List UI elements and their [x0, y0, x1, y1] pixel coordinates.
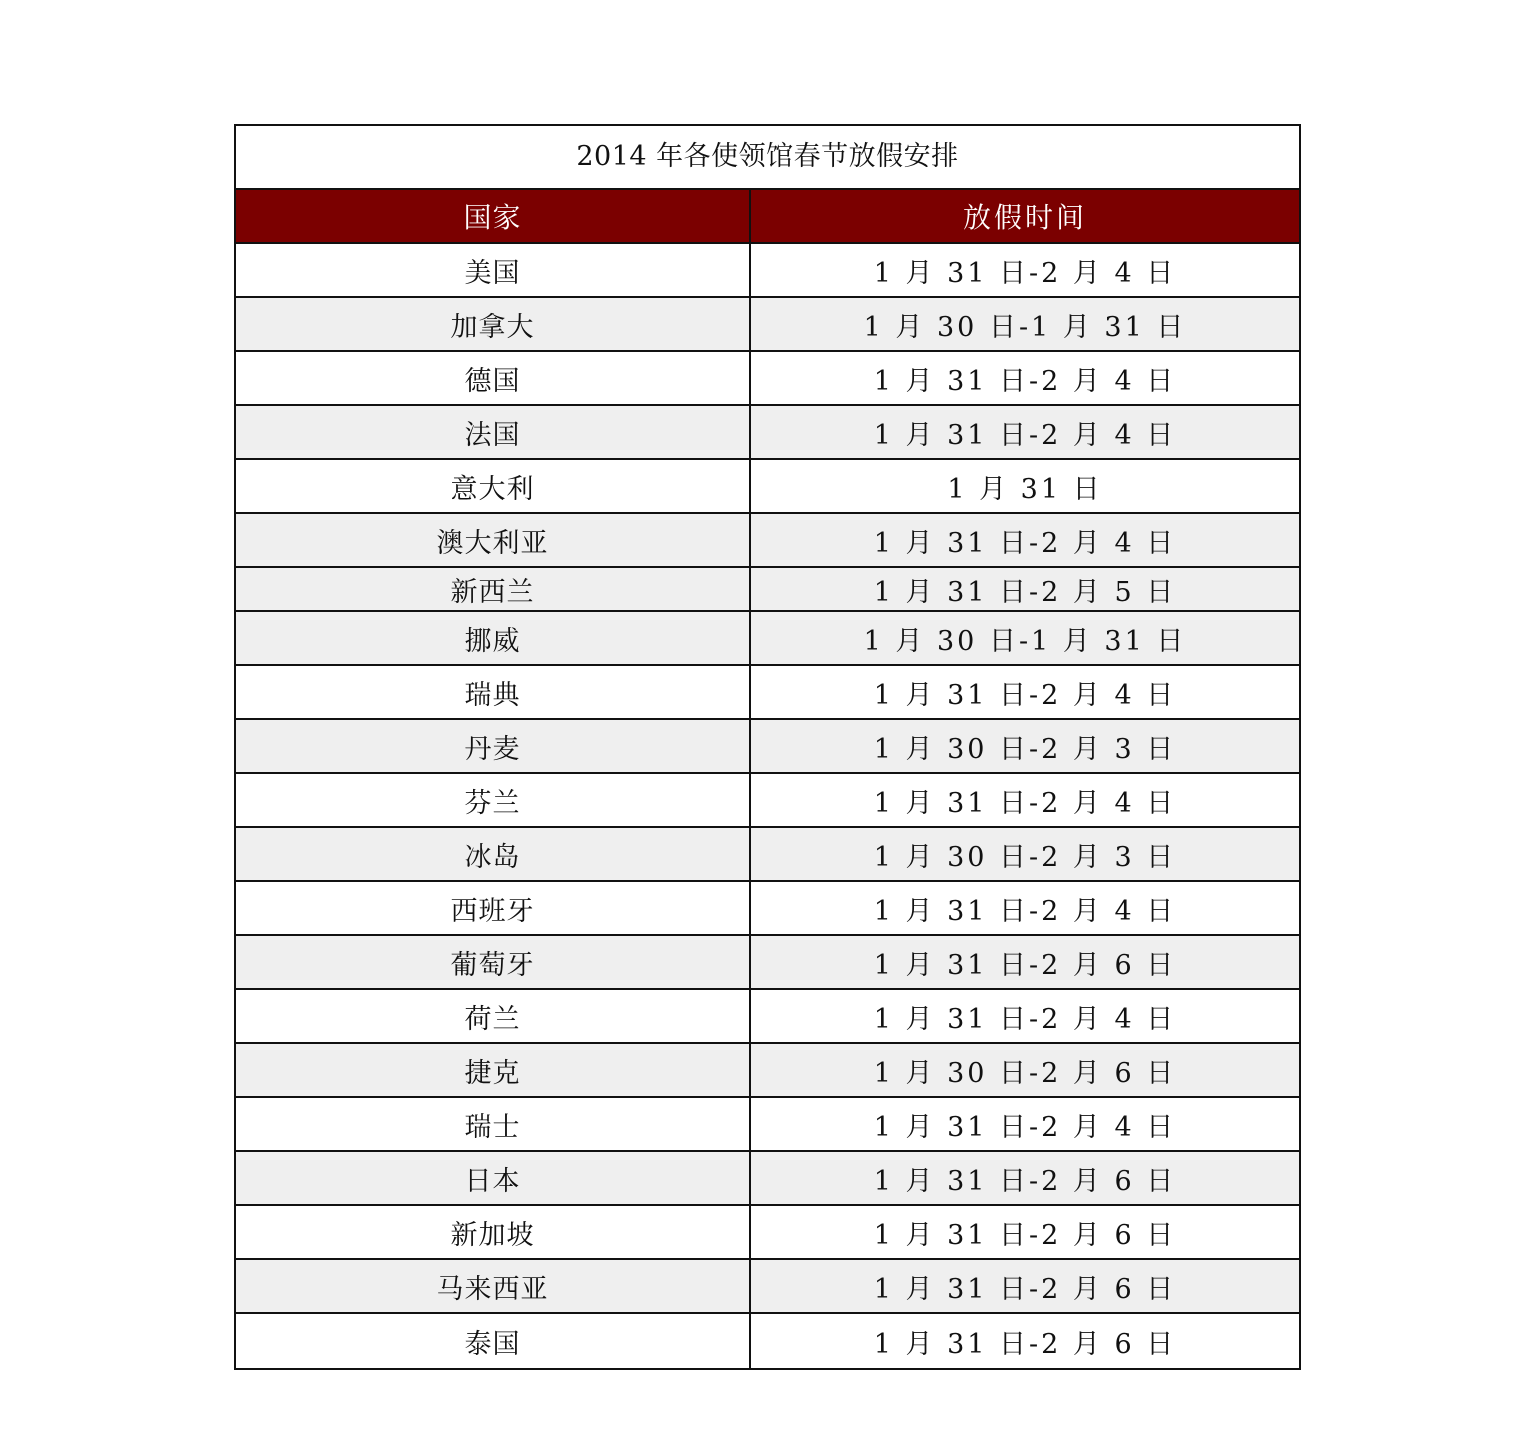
table-row: [236, 990, 1299, 1044]
country-cell: 西班牙: [236, 882, 751, 934]
dates-cell: 1 月 31 日-2 月 4 日: [873, 257, 1177, 289]
dates-cell: 1 月 31 日-2 月 6 日: [873, 949, 1177, 981]
dates-cell: 1 月 31 日-2 月 4 日: [873, 419, 1177, 451]
country-cell: 马来西亚: [236, 1260, 751, 1312]
header-dates: 放假时间: [962, 201, 1087, 234]
table-row: [236, 1152, 1299, 1206]
country-cell: 芬兰: [236, 774, 751, 826]
dates-cell: 1 月 31 日-2 月 4 日: [873, 527, 1177, 559]
table-row: [236, 1206, 1299, 1260]
table-header-row: [236, 190, 1299, 244]
country-cell: 丹麦: [236, 720, 751, 772]
country-cell: 挪威: [236, 612, 751, 664]
dates-cell: 1 月 31 日-2 月 5 日: [873, 576, 1177, 608]
dates-cell: 1 月 30 日-1 月 31 日: [863, 625, 1187, 657]
dates-cell: 1 月 31 日-2 月 6 日: [873, 1273, 1177, 1305]
country-cell: 加拿大: [236, 298, 751, 350]
country-cell: 冰岛: [236, 828, 751, 880]
dates-cell: 1 月 31 日-2 月 4 日: [873, 1111, 1177, 1143]
dates-cell: 1 月 31 日-2 月 4 日: [873, 1003, 1177, 1035]
country-cell: 意大利: [236, 460, 751, 512]
table-row: [236, 1098, 1299, 1152]
dates-cell: 1 月 31 日-2 月 6 日: [873, 1219, 1177, 1251]
country-cell: 葡萄牙: [236, 936, 751, 988]
table-row: [236, 774, 1299, 828]
table-row: [236, 568, 1299, 612]
country-cell: 新西兰: [236, 568, 751, 610]
header-country: 国家: [236, 190, 751, 242]
table-row: [236, 244, 1299, 298]
dates-cell: 1 月 31 日-2 月 4 日: [873, 895, 1177, 927]
country-cell: 德国: [236, 352, 751, 404]
table-row: [236, 298, 1299, 352]
table-row: [236, 936, 1299, 990]
country-cell: 瑞士: [236, 1098, 751, 1150]
country-cell: 日本: [236, 1152, 751, 1204]
dates-cell: 1 月 31 日-2 月 4 日: [873, 787, 1177, 819]
table-row: [236, 514, 1299, 568]
dates-cell: 1 月 31 日-2 月 6 日: [873, 1328, 1177, 1360]
table-row: [236, 666, 1299, 720]
dates-cell: 1 月 31 日-2 月 4 日: [873, 365, 1177, 397]
table-row: [236, 460, 1299, 514]
table-row: [236, 882, 1299, 936]
country-cell: 瑞典: [236, 666, 751, 718]
table-title: 2014 年各使领馆春节放假安排: [236, 126, 1299, 190]
dates-cell: 1 月 30 日-2 月 6 日: [873, 1057, 1177, 1089]
table-row: [236, 720, 1299, 774]
country-cell: 泰国: [236, 1314, 751, 1368]
dates-cell: 1 月 30 日-1 月 31 日: [863, 311, 1187, 343]
table-row: [236, 406, 1299, 460]
table-row: [236, 1044, 1299, 1098]
dates-cell: 1 月 30 日-2 月 3 日: [873, 841, 1177, 873]
table-row: [236, 1260, 1299, 1314]
country-cell: 荷兰: [236, 990, 751, 1042]
table-row: [236, 612, 1299, 666]
table-row: [236, 1314, 1299, 1368]
dates-cell: 1 月 30 日-2 月 3 日: [873, 733, 1177, 765]
country-cell: 法国: [236, 406, 751, 458]
country-cell: 捷克: [236, 1044, 751, 1096]
country-cell: 澳大利亚: [236, 514, 751, 566]
country-cell: 美国: [236, 244, 751, 296]
table-row: [236, 828, 1299, 882]
dates-cell: 1 月 31 日-2 月 4 日: [873, 679, 1177, 711]
dates-cell: 1 月 31 日: [947, 473, 1103, 505]
country-cell: 新加坡: [236, 1206, 751, 1258]
table-body: [236, 244, 1299, 1368]
dates-cell: 1 月 31 日-2 月 6 日: [873, 1165, 1177, 1197]
holiday-table: [234, 124, 1301, 1370]
table-row: [236, 352, 1299, 406]
